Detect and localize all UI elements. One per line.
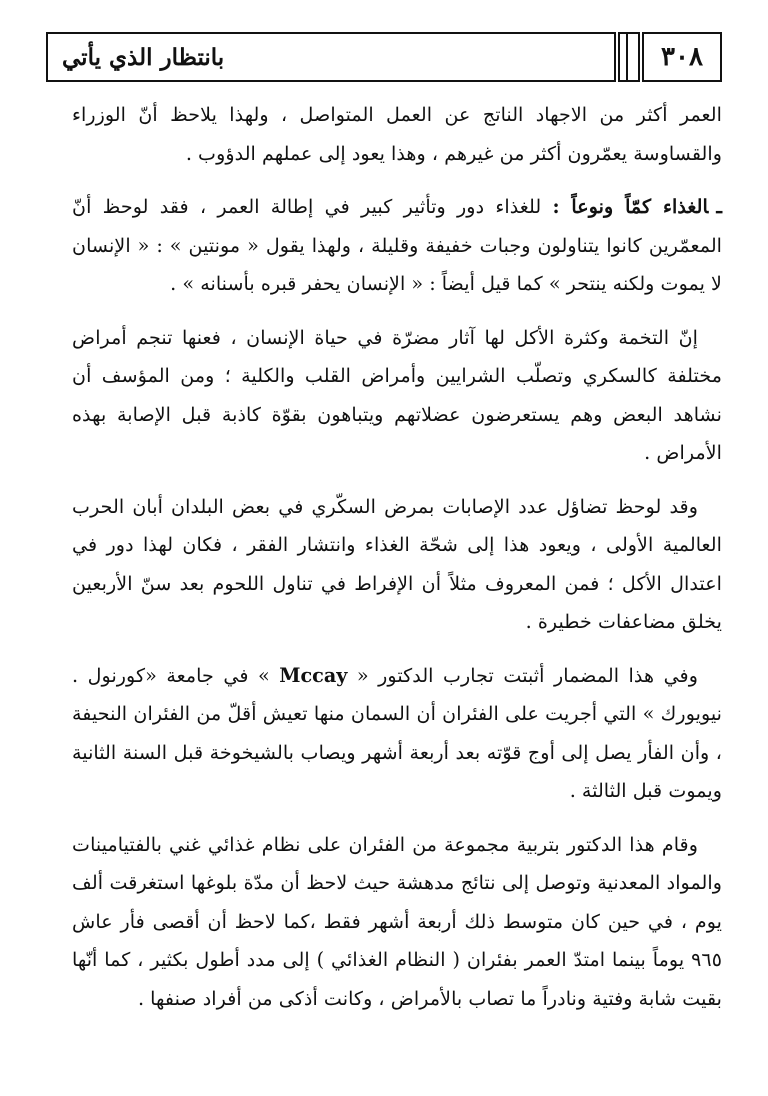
header-separator <box>618 32 640 82</box>
paragraph-5-after: » في جامعة «كورنول . نيويورك » التي أجريت على الفئران أن السمان منها تعيش أقلّ من الفئران النحيفة ، وأن الفأر يصل إلى أوج قوّته بعد أربعة أشهر ويصاب بالشيخوخة قبل السنة الثانية ويموت قبل الثالثة . <box>72 663 722 802</box>
paragraph-1: العمر أكثر من الاجهاد الناتج عن العمل المتواصل ، ولهذا يلاحظ أنّ الوزراء والقساوسة يعمّرون أكثر من غيرهم ، وهذا يعود إلى عملهم الدؤوب . <box>72 103 722 165</box>
page-number: ٣٠٨ <box>661 42 703 72</box>
running-title: بانتظار الذي يأتي <box>62 43 225 71</box>
paragraph-5-before: وفي هذا المضمار أثبتت تجارب الدكتور « <box>347 663 698 687</box>
section-heading: الغذاء كمّاً ونوعاً : <box>552 195 709 218</box>
researcher-name: Mccay <box>279 663 348 687</box>
section-dash: ـ <box>716 195 722 218</box>
page-header <box>46 32 722 80</box>
page-number-box <box>642 32 722 82</box>
paragraph-6: وقام هذا الدكتور بتربية مجموعة من الفئران على نظام غذائي غني بالفتيامينات والمواد المعدنية وتوصل إلى نتائج مدهشة حيث لاحظ أن مدّة بلوغها استغرقت ألف يوم ، في حين كان متوسط ذلك أربعة أشهر فقط ،كما لاحظ أن أقصى فأر عاش ٩٦٥ يوماً بينما امتدّ العمر بفئران ( النظام الغذائي ) إلى مدد أطول بكثير ، كما أنّها بقيت شابة وفتية ونادراً ما تصاب بالأمراض ، وكانت أذكى من أفراد صنفها . <box>72 832 722 1010</box>
paragraph-3: إنّ التخمة وكثرة الأكل لها آثار مضرّة في حياة الإنسان ، فعنها تنجم أمراض مختلفة كالسكري وتصلّب الشرايين وأمراض القلب والكلية ؛ ومن المؤسف أن نشاهد البعض وهم يستعرضون عضلاتهم ويتباهون بقوّة كاذبة قبل الإصابة بهذه الأمراض . <box>72 325 722 464</box>
paragraph-2 <box>72 188 722 304</box>
page-body <box>72 96 722 1033</box>
paragraph-4: وقد لوحظ تضاؤل عدد الإصابات بمرض السكّري في بعض البلدان أبان الحرب العالمية الأولى ، ويعود هذا إلى شحّة الغذاء وانتشار الفقر ، فكان لهذا دور في اعتدال الأكل ؛ فمن المعروف مثلاً أن الإفراط في تناول اللحوم بعد سنّ الأربعين يخلق مضاعفات خطيرة . <box>72 494 722 633</box>
paragraph-5 <box>72 657 722 811</box>
paragraph-2-text: للغذاء دور وتأثير كبير في إطالة العمر ، فقد لوحظ أنّ المعمّرين كانوا يتناولون وجبات خفيفة وقليلة ، ولهذا يقول « مونتين » : « الإنسان لا يموت ولكنه ينتحر » كما قيل أيضاً : « الإنسان يحفر قبره بأسنانه » . <box>72 195 722 295</box>
running-title-box <box>46 32 616 82</box>
